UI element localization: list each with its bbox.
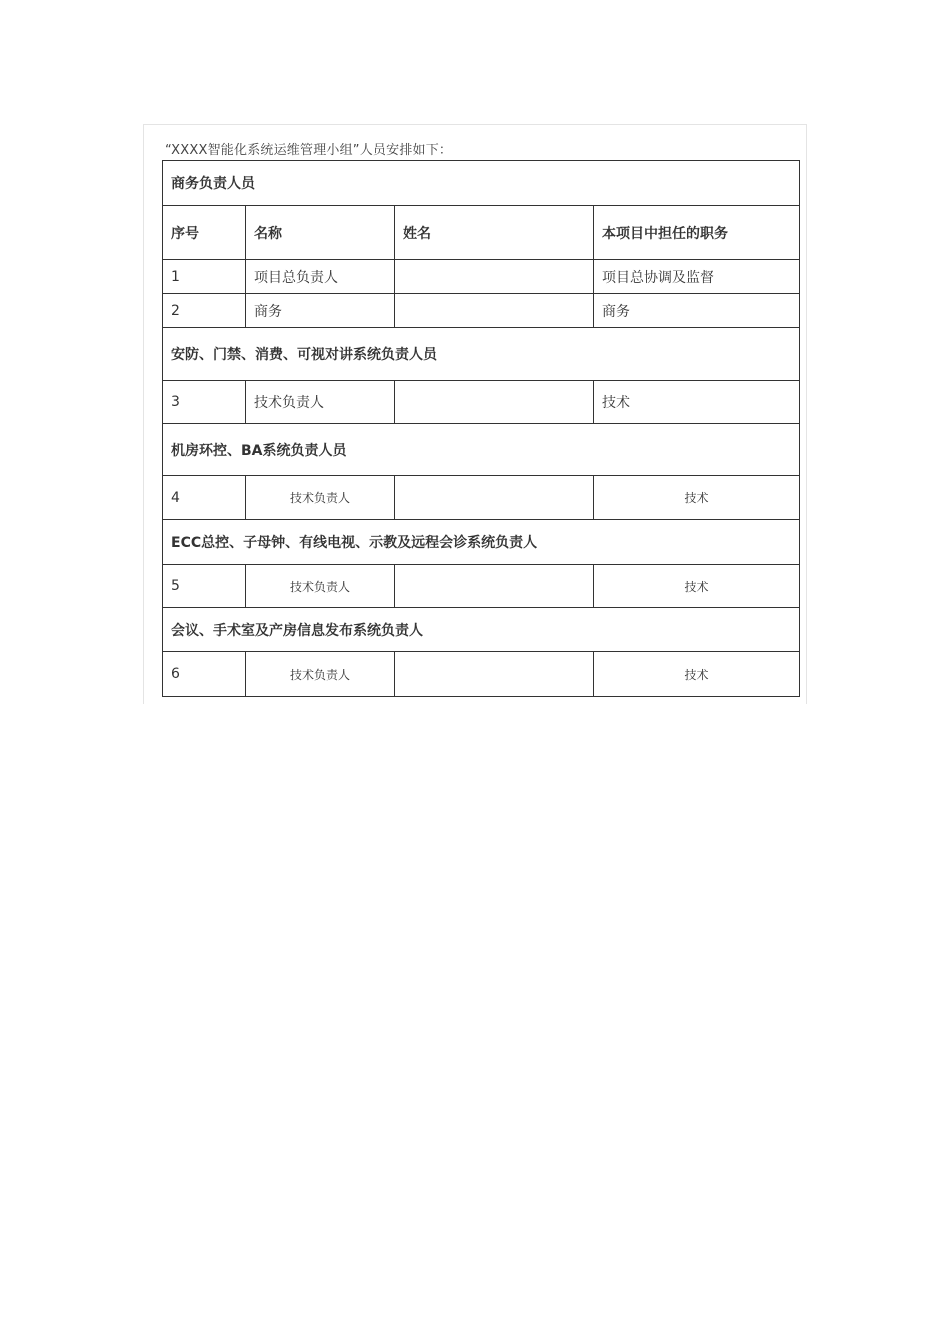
group-title: 商务负责人员 bbox=[163, 161, 800, 206]
staff-table bbox=[162, 160, 800, 697]
cell-name: 技术负责人 bbox=[246, 381, 395, 424]
cell-name: 技术负责人 bbox=[246, 565, 395, 608]
group-title: 机房环控、BA系统负责人员 bbox=[163, 424, 800, 476]
cell-index: 3 bbox=[163, 381, 246, 424]
cell-person bbox=[395, 565, 594, 608]
group-title: 会议、手术室及产房信息发布系统负责人 bbox=[163, 608, 800, 652]
cell-index: 6 bbox=[163, 652, 246, 697]
table-row bbox=[163, 260, 800, 294]
table-row bbox=[163, 381, 800, 424]
cell-index: 1 bbox=[163, 260, 246, 294]
cell-person bbox=[395, 294, 594, 328]
cell-name: 商务 bbox=[246, 294, 395, 328]
cell-person bbox=[395, 476, 594, 520]
group-title: 安防、门禁、消费、可视对讲系统负责人员 bbox=[163, 328, 800, 381]
intro-text: “XXXX智能化系统运维管理小组”人员安排如下： bbox=[165, 143, 453, 158]
cell-name: 技术负责人 bbox=[246, 476, 395, 520]
cell-name: 项目总负责人 bbox=[246, 260, 395, 294]
group-header-row bbox=[163, 161, 800, 206]
column-header-row bbox=[163, 206, 800, 260]
group-header-row bbox=[163, 424, 800, 476]
cell-duty: 商务 bbox=[594, 294, 800, 328]
column-header-person: 姓名 bbox=[395, 206, 594, 260]
table-row bbox=[163, 294, 800, 328]
cell-duty: 技术 bbox=[594, 476, 800, 520]
column-header-name: 名称 bbox=[246, 206, 395, 260]
cell-person bbox=[395, 652, 594, 697]
cell-duty: 项目总协调及监督 bbox=[594, 260, 800, 294]
group-header-row bbox=[163, 328, 800, 381]
cell-person bbox=[395, 381, 594, 424]
column-header-duty: 本项目中担任的职务 bbox=[594, 206, 800, 260]
group-header-row bbox=[163, 520, 800, 565]
cell-duty: 技术 bbox=[594, 381, 800, 424]
table-row bbox=[163, 565, 800, 608]
cell-duty: 技术 bbox=[594, 652, 800, 697]
cell-index: 2 bbox=[163, 294, 246, 328]
cell-person bbox=[395, 260, 594, 294]
cell-index: 5 bbox=[163, 565, 246, 608]
cell-name: 技术负责人 bbox=[246, 652, 395, 697]
cell-index: 4 bbox=[163, 476, 246, 520]
table-row bbox=[163, 652, 800, 697]
column-header-index: 序号 bbox=[163, 206, 246, 260]
cell-duty: 技术 bbox=[594, 565, 800, 608]
group-title: ECC总控、子母钟、有线电视、示教及远程会诊系统负责人 bbox=[163, 520, 800, 565]
table-row bbox=[163, 476, 800, 520]
group-header-row bbox=[163, 608, 800, 652]
